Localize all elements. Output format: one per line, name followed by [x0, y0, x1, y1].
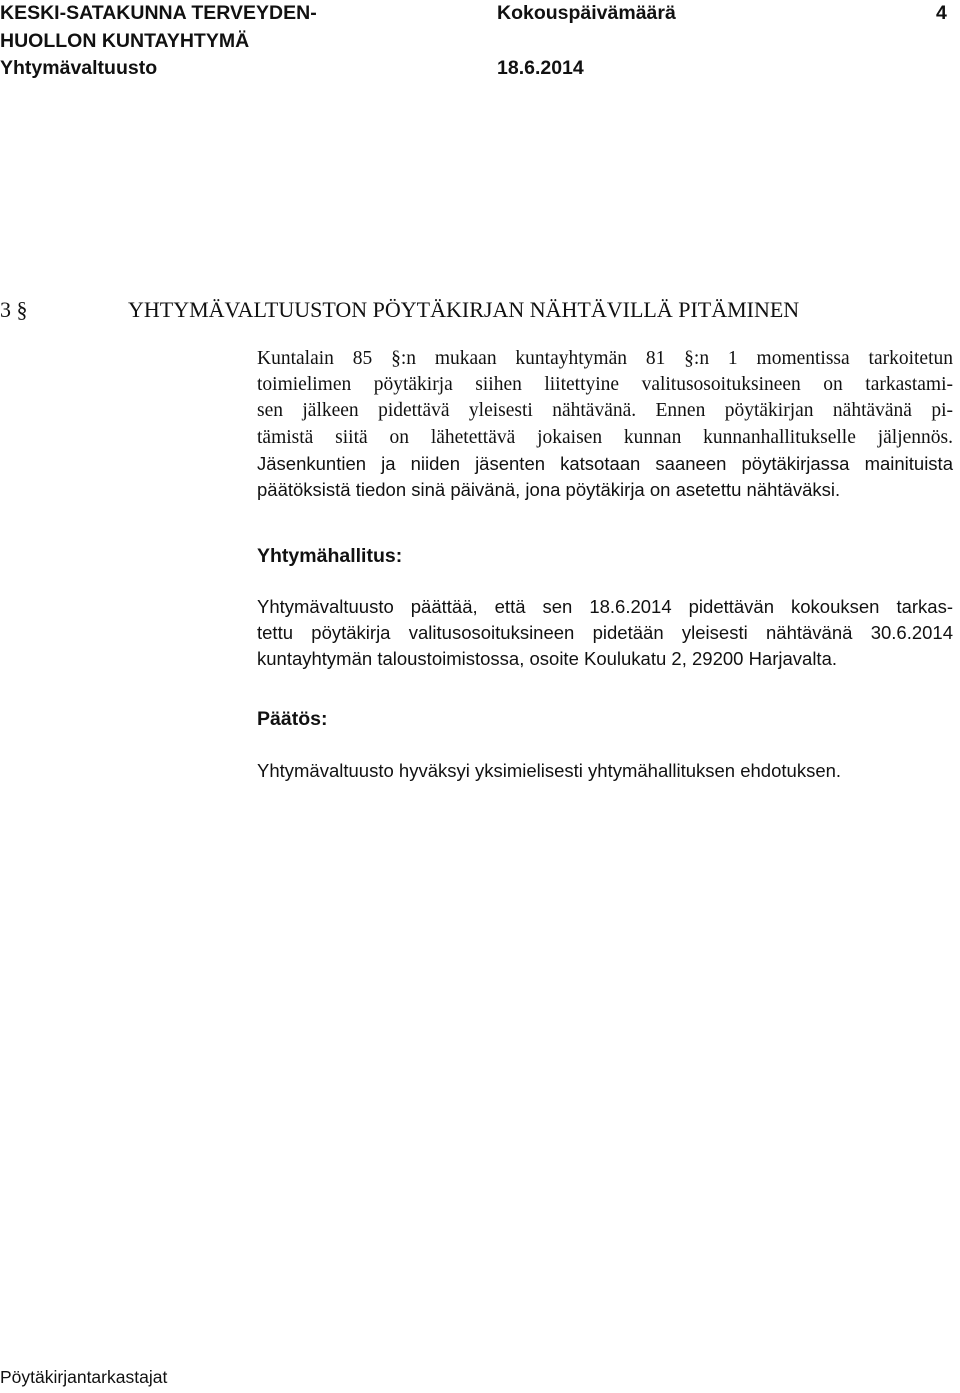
proposal-line-1: Yhtymävaltuusto päättää, että sen 18.6.2014 pidettävän kokouksen tarkas- — [257, 596, 953, 617]
decision-text: Yhtymävaltuusto hyväksyi yksimielisesti yhtymähallituksen ehdotuksen. — [257, 760, 842, 781]
decision-paragraph — [257, 758, 957, 784]
meeting-date-label: Kokouspäivämäärä — [497, 2, 676, 24]
meeting-date-value: 18.6.2014 — [497, 57, 584, 79]
decision-heading: Päätös: — [257, 708, 328, 730]
page-number: 4 — [936, 2, 947, 24]
document-header — [0, 0, 960, 84]
intro-line-3: sen jälkeen pidettävä yleisesti nähtävänä. Ennen pöytäkirjan nähtävänä pi- — [257, 400, 953, 422]
intro-line-6: päätöksistä tiedon sinä päivänä, jona pöytäkirja on asetettu nähtäväksi. — [257, 479, 841, 501]
intro-line-2: toimielimen pöytäkirja siihen liitettyine valitusosoituksineen on tarkastami- — [257, 374, 953, 396]
proposal-line-3: kuntayhtymän taloustoimistossa, osoite Koulukatu 2, 29200 Harjavalta. — [257, 648, 837, 670]
footer-signatories-label: Pöytäkirjantarkastajat — [0, 1367, 168, 1387]
organization-name-line2: HUOLLON KUNTAYHTYMÄ — [0, 30, 250, 52]
section-number: 3 § — [0, 297, 28, 322]
proposal-heading: Yhtymähallitus: — [257, 545, 403, 567]
proposal-paragraph — [257, 594, 953, 673]
organization-name-line1: KESKI-SATAKUNNA TERVEYDEN- — [0, 2, 317, 24]
proposal-line-2: tettu pöytäkirja valitusosoituksineen pidetään yleisesti nähtävänä 30.6.2014 — [257, 622, 953, 644]
meeting-body-name: Yhtymävaltuusto — [0, 57, 158, 79]
intro-line-1: Kuntalain 85 §:n mukaan kuntayhtymän 81 §:n 1 momentissa tarkoitetun — [257, 348, 953, 369]
intro-line-4: tämistä siitä on lähetettävä jokaisen kunnan kunnanhallitukselle jäljennös. — [257, 426, 953, 448]
section-title: YHTYMÄVALTUUSTON PÖYTÄKIRJAN NÄHTÄVILLÄ PITÄMINEN — [128, 297, 800, 322]
intro-paragraph — [257, 346, 953, 503]
intro-line-5: Jäsenkuntien ja niiden jäsenten katsotaan saaneen pöytäkirjassa mainituista — [257, 452, 953, 474]
